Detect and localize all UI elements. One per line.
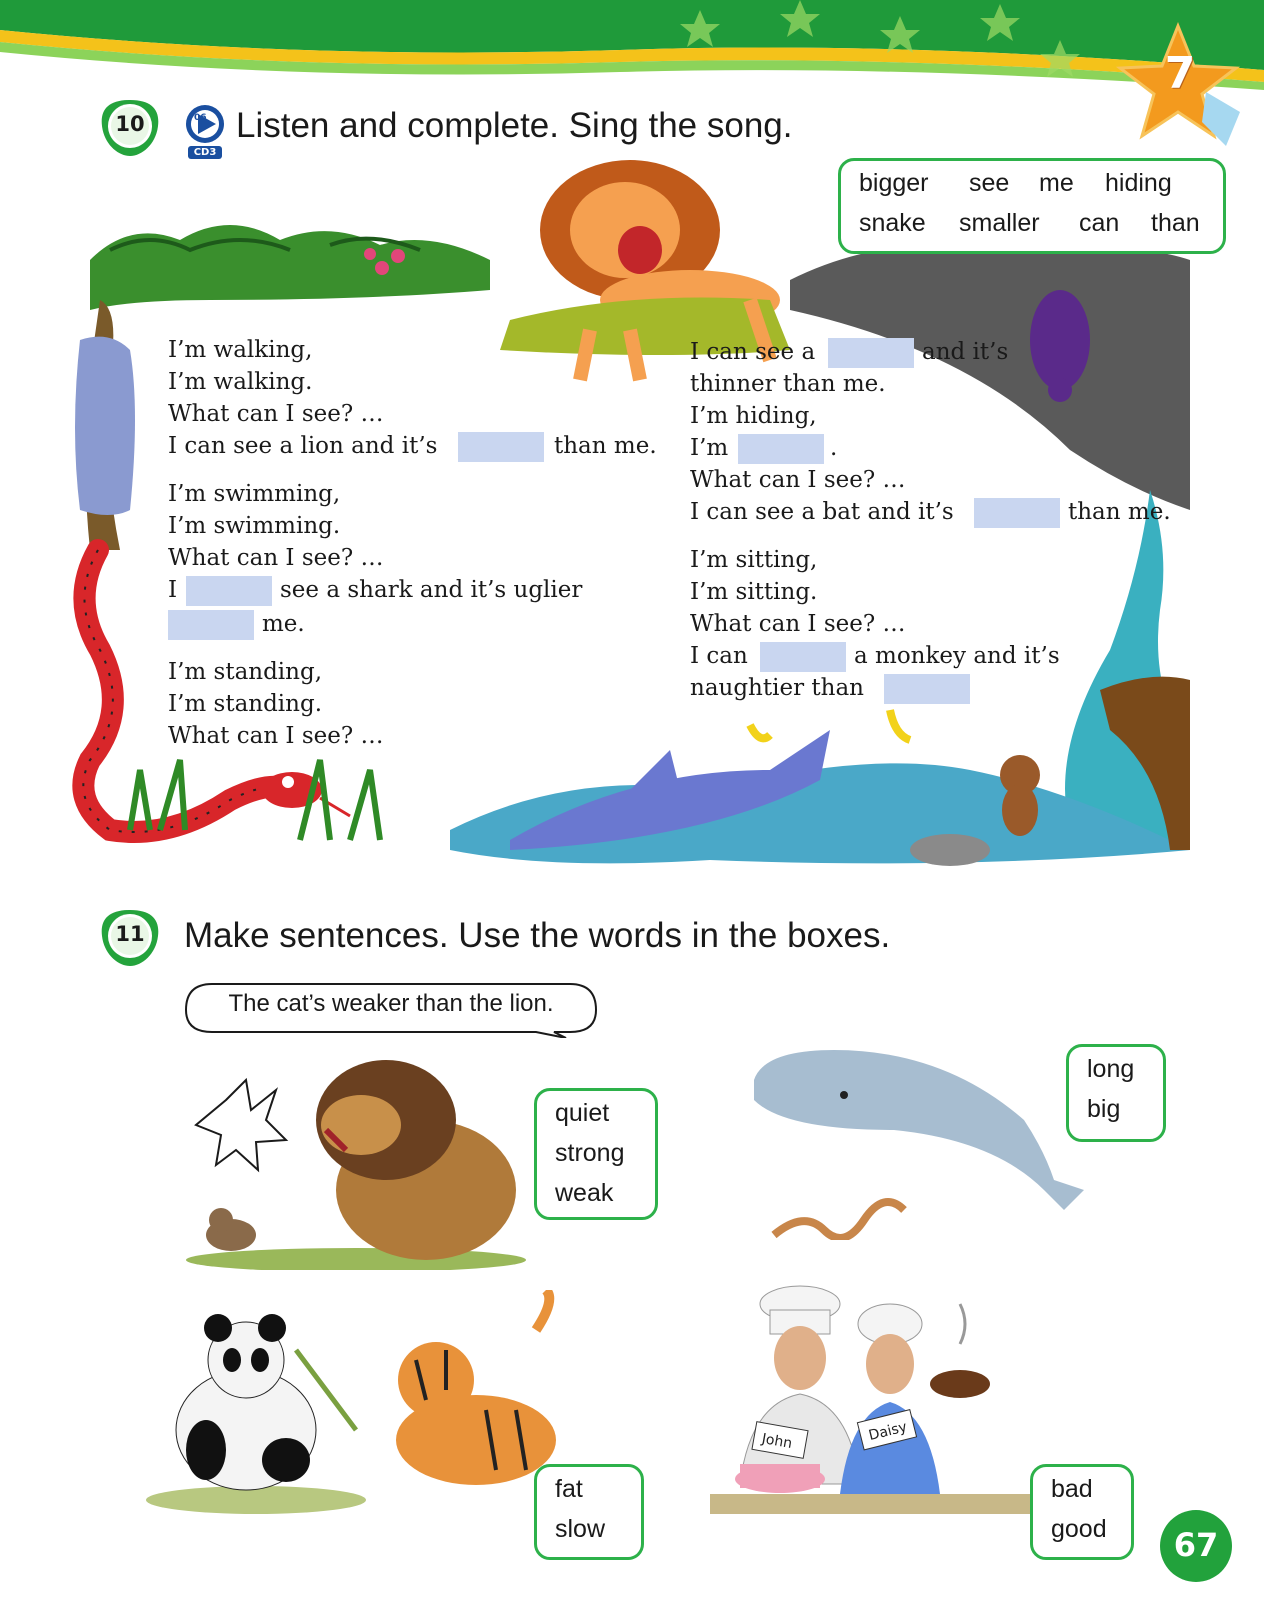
- lyric-line: I can see a bat and it’s: [690, 499, 954, 525]
- word-box-exercise-10: [838, 158, 1226, 254]
- word-bad: bad: [1051, 1475, 1093, 1503]
- lyric-line: .: [830, 435, 838, 461]
- answer-gap-3[interactable]: [168, 610, 254, 640]
- answer-gap-4[interactable]: [828, 338, 914, 368]
- answer-gap-6[interactable]: [974, 498, 1060, 528]
- exercise-11-instruction: Make sentences. Use the words in the boxes.: [184, 916, 891, 955]
- lyric-line: What can I see? …: [690, 467, 906, 493]
- answer-gap-2[interactable]: [186, 576, 272, 606]
- answer-gap-7[interactable]: [760, 642, 846, 672]
- lyric-line: What can I see? …: [168, 545, 384, 571]
- word-box-panda-tiger: [534, 1464, 644, 1560]
- lyric-line: I can see a lion and it’s: [168, 433, 438, 459]
- cd-track-number: 06: [194, 113, 207, 123]
- lyric-line: I’m hiding,: [690, 403, 817, 429]
- word-good: good: [1051, 1515, 1107, 1543]
- word-smaller: smaller: [959, 209, 1040, 237]
- answer-gap-8[interactable]: [884, 674, 970, 704]
- lyric-line: What can I see? …: [168, 723, 384, 749]
- lyric-line: I’m swimming,: [168, 481, 341, 507]
- exercise-10-number: 10: [115, 112, 145, 136]
- word-can: can: [1079, 209, 1120, 237]
- word-box-lion-cat: [534, 1088, 658, 1220]
- lyric-line: I: [168, 577, 178, 603]
- lyric-line: than me.: [554, 433, 657, 459]
- word-snake: snake: [859, 209, 926, 237]
- lyric-line: I can see a: [690, 339, 816, 365]
- lyric-line: What can I see? …: [690, 611, 906, 637]
- word-see: see: [969, 169, 1010, 197]
- lyric-line: I’m standing,: [168, 659, 323, 685]
- lyric-line: see a shark and it’s uglier: [280, 577, 583, 603]
- word-quiet: quiet: [555, 1099, 610, 1127]
- header-band: [0, 0, 1264, 110]
- word-bigger: bigger: [859, 169, 929, 197]
- lyric-line: What can I see? …: [168, 401, 384, 427]
- word-hiding: hiding: [1105, 169, 1172, 197]
- lyric-line: I’m sitting.: [690, 579, 818, 605]
- word-long: long: [1087, 1055, 1135, 1083]
- lyric-line: and it’s: [922, 339, 1009, 365]
- name-tag-daisy: Daisy: [867, 1419, 909, 1445]
- cd-label: CD3: [193, 147, 217, 158]
- chefs-picture: [710, 1284, 1050, 1524]
- example-sentence: The cat’s weaker than the lion.: [228, 990, 554, 1017]
- word-strong: strong: [555, 1139, 625, 1167]
- lyric-line: I’m: [690, 435, 729, 461]
- lyric-line: I’m sitting,: [690, 547, 818, 573]
- word-me: me: [1039, 169, 1074, 197]
- name-tag-john: John: [760, 1430, 794, 1453]
- lyric-line: a monkey and it’s: [854, 643, 1060, 669]
- lyric-line: I’m walking.: [168, 369, 313, 395]
- lion-and-cat-picture: [186, 1050, 526, 1270]
- lyric-line: I can: [690, 643, 748, 669]
- word-than: than: [1151, 209, 1200, 237]
- page-number: 67: [1173, 1526, 1219, 1564]
- whale-and-snake-picture: [744, 1040, 1114, 1240]
- panda-and-tiger-picture: [146, 1290, 566, 1520]
- lyric-line: I’m walking,: [168, 337, 313, 363]
- lyric-line: thinner than me.: [690, 371, 886, 397]
- exercise-11-number: 11: [115, 922, 145, 946]
- lyric-line: I’m swimming.: [168, 513, 341, 539]
- unit-number: 7: [1164, 48, 1196, 99]
- word-weak: weak: [555, 1179, 614, 1207]
- lyric-line: me.: [262, 611, 305, 637]
- answer-gap-1[interactable]: [458, 432, 544, 462]
- word-big: big: [1087, 1095, 1121, 1123]
- word-box-chefs: [1030, 1464, 1134, 1560]
- word-box-whale-snake: [1066, 1044, 1166, 1142]
- lyric-line: than me.: [1068, 499, 1171, 525]
- word-fat: fat: [555, 1475, 583, 1503]
- lyric-line: naughtier than: [690, 675, 864, 701]
- answer-gap-5[interactable]: [738, 434, 824, 464]
- lyric-line: I’m standing.: [168, 691, 323, 717]
- word-slow: slow: [555, 1515, 606, 1543]
- exercise-10-instruction: Listen and complete. Sing the song.: [236, 106, 793, 145]
